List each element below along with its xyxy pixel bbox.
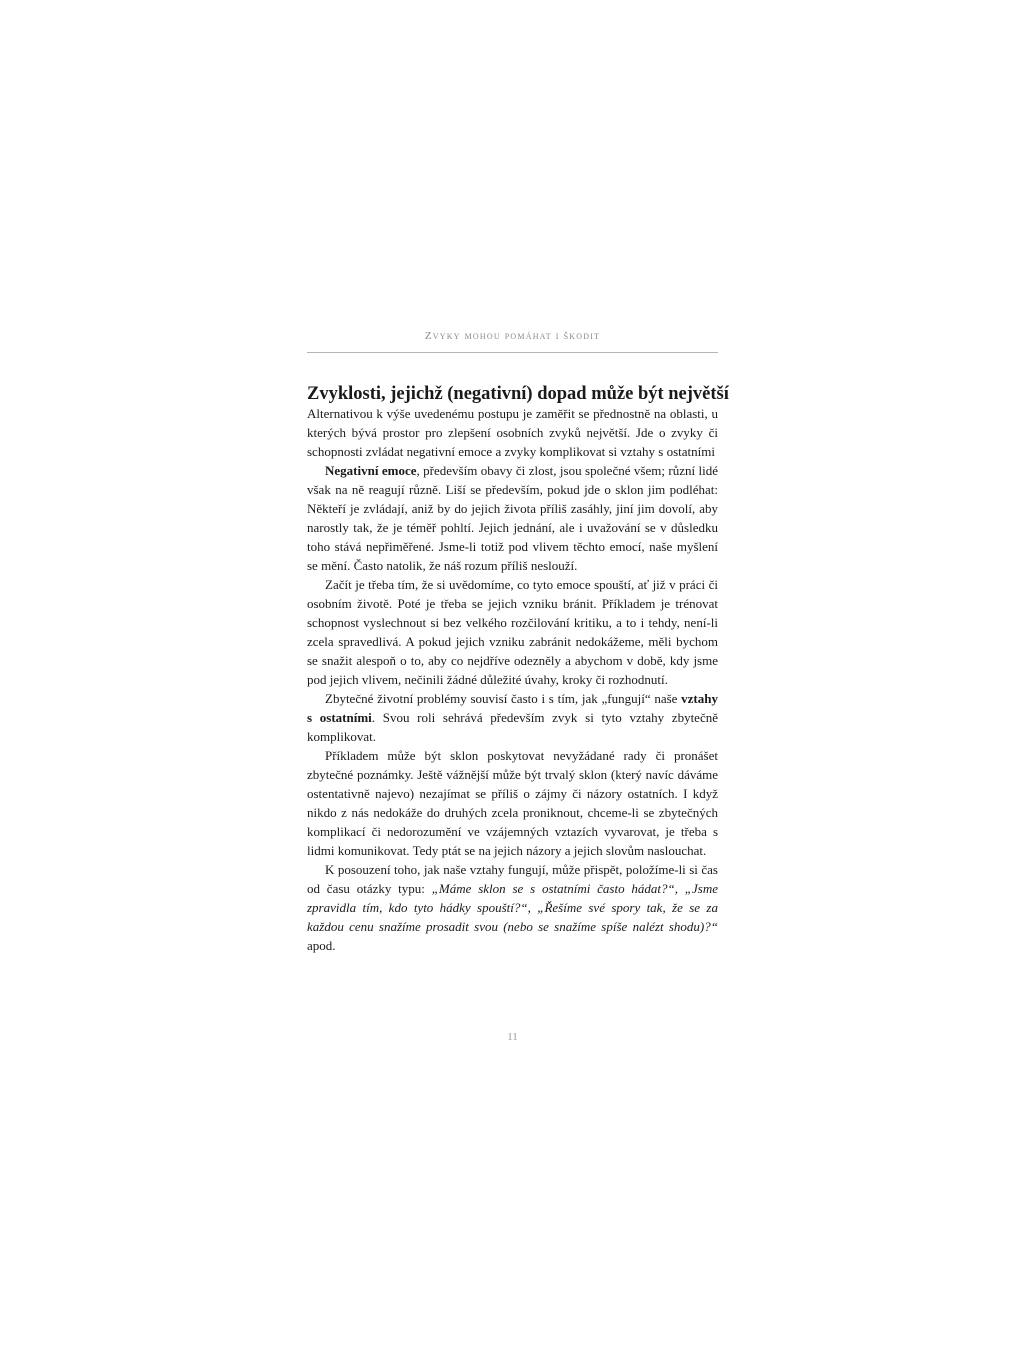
paragraph-3: Začít je třeba tím, že si uvědomíme, co tyto emoce spouští, ať již v práci či osobním životě. Poté je třeba se jejich vzniku bránit. Příkladem je trénovat schopnost vyslechnout si bez velkého rozčilování kritiku, a to i tehdy, není-li zcela spravedlivá. A pokud jejich vzniku zabránit nedokážeme, měli bychom se snažit alespoň o to, aby co nejdříve odezněly a abychom v době, kdy jsme pod jejich vlivem, nečinili žádné důležité úvahy, kroky či rozhodnutí. [307, 577, 718, 687]
paragraph-6-text-a: K posouzení toho, jak naše vztahy fungují, může přispět, položíme-li si čas od času otázky typu: [307, 862, 718, 896]
paragraph-5: Příkladem může být sklon poskytovat nevyžádané rady či pronášet zbytečné poznámky. Ještě vážnější může být trvalý sklon (který navíc dáváme ostentativně najevo) nezajímat se příliš o zájmy či názory ostatních. I když nikdo z nás nedokáže do druhých zcela proniknout, chceme-li se zbytečných komplikací či nedorozumění ve vzájemných vztazích vyvarovat, je třeba s lidmi komunikovat. Tedy ptát se na jejich názory a jejich slovům naslouchat. [307, 748, 718, 858]
paragraph-1: Alternativou k výše uvedenému postupu je zaměřit se přednostně na oblasti, u kterých bývá prostor pro zlepšení osobních zvyků největší. Jde o zvyky či schopnosti zvládat negativní emoce a zvyky komplikovat si vztahy s ostatními [307, 406, 718, 459]
bold-term-relationships: vztahy s ostatními [307, 691, 718, 725]
header-rule [307, 352, 718, 353]
paragraph-4-text-a: Zbytečné životní problémy souvisí často i s tím, jak „fungují“ naše [325, 691, 682, 706]
bold-term-negative-emotions: Negativní emoce [325, 463, 417, 478]
paragraph-2 [307, 461, 718, 575]
running-head: Zvyky mohou pomáhat i škodit [424, 330, 601, 342]
paragraph-6-text-b: apod. [307, 938, 336, 953]
paragraph-4 [307, 689, 718, 746]
italic-questions: „Máme sklon se s ostatními často hádat?“, „Jsme zpravidla tím, kdo tyto hádky spouští?“, „Řešíme své spory tak, že se za každou cenu snažíme prosadit svou (nebo se snažíme spíše nalézt shodu)?“ [307, 881, 718, 934]
page-number: 11 [507, 1031, 518, 1043]
paragraph-6 [307, 860, 718, 955]
paragraph-2-text: , především obavy či zlost, jsou společné všem; různí lidé však na ně reagují různě. Liší se především, pokud jde o sklon jim podléhat: Někteří je zvládají, aniž by do jejich života příliš zasáhly, jiní jim dovolí, aby narostly tak, že je téměř pohltí. Jejich jednání, ale i uvažování se v důsledku toho stává nepřiměřené. Jsme-li totiž pod vlivem těchto emocí, naše myšlení se mění. Často natolik, že náš rozum příliš neslouží. [307, 463, 718, 573]
section-heading: Zvyklosti, jejichž (negativní) dopad může být největší [307, 384, 729, 404]
body-text [307, 404, 718, 955]
paragraph-4-text-b: . Svou roli sehrává především zvyk si tyto vztahy zbytečně komplikovat. [307, 710, 718, 744]
